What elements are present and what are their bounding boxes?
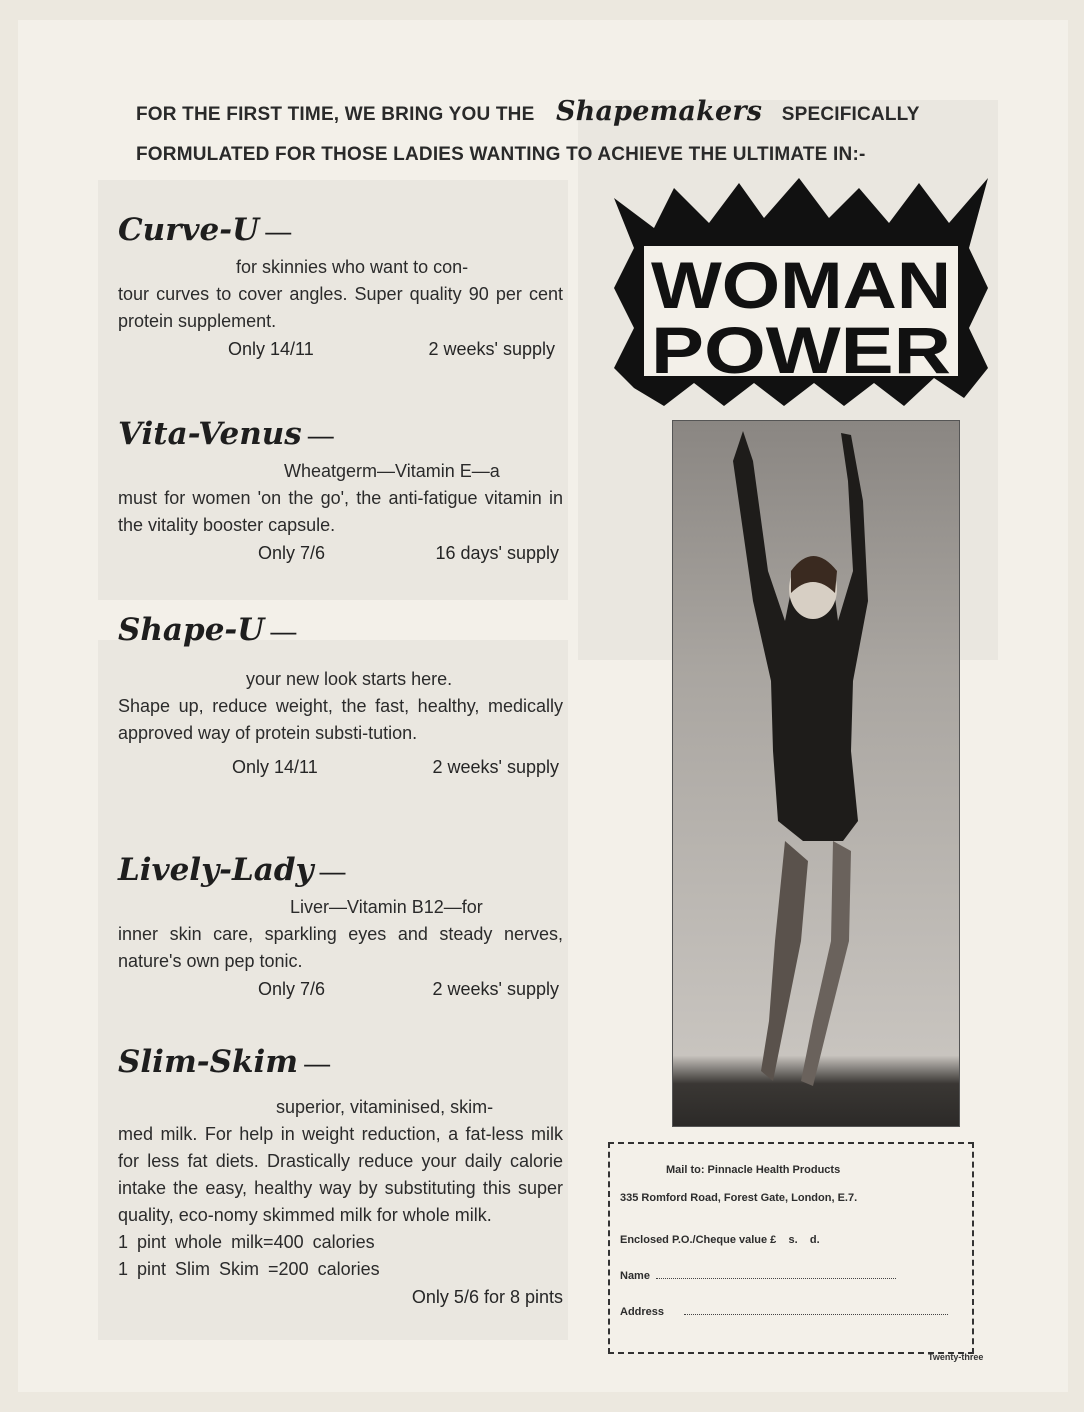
supply: 2 weeks' supply — [432, 979, 559, 999]
product-name: Vita-Venus — — [118, 416, 334, 452]
price: Only 14/11 — [232, 757, 318, 777]
supply: 2 weeks' supply — [428, 339, 555, 359]
price-row — [118, 979, 563, 1006]
name-label: Name — [620, 1270, 650, 1282]
dancer-photo — [672, 420, 960, 1127]
product-description: Wheatgerm—Vitamin E—a must for women 'on the go', the anti-fatigue vitamin in the vitality booster capsule. — [118, 461, 563, 535]
product-description: your new look starts here. Shape up, reduce weight, the fast, healthy, medically approved way of protein substi-tution. — [118, 669, 563, 743]
headline-text: FOR THE FIRST TIME, WE BRING YOU THE — [136, 104, 535, 125]
price-row — [118, 543, 563, 570]
price-row — [118, 339, 563, 366]
order-coupon[interactable] — [608, 1142, 974, 1354]
headline-line-2: FORMULATED FOR THOSE LADIES WANTING TO ACHIEVE THE ULTIMATE IN:- — [136, 144, 866, 165]
calorie-line: 1 pint whole milk=400 calories — [118, 1232, 375, 1252]
woman-power-banner — [614, 178, 988, 406]
price: Only 14/11 — [228, 339, 314, 359]
price: Only 7/6 — [258, 979, 326, 999]
price: Only 5/6 for 8 pints — [411, 1287, 563, 1307]
product-vita-venus — [118, 416, 563, 570]
product-name: Slim-Skim — — [118, 1044, 331, 1080]
coupon-address-field[interactable] — [620, 1306, 948, 1318]
product-shape-u — [118, 612, 563, 784]
calorie-line: 1 pint Slim Skim =200 calories — [118, 1259, 380, 1279]
headline-text-end: SPECIFICALLY — [781, 104, 920, 125]
name-dotted-line — [656, 1270, 896, 1279]
product-slim-skim — [118, 1044, 563, 1314]
coupon-address-line: 335 Romford Road, Forest Gate, London, E.7. — [620, 1192, 858, 1204]
product-description: for skinnies who want to con- tour curves to cover angles. Super quality 90 per cent protein supplement. — [118, 257, 563, 331]
product-name: Shape-U — — [118, 612, 297, 648]
headline-line-1 — [136, 96, 920, 127]
coupon-mail-to: Mail to: Pinnacle Health Products — [666, 1164, 841, 1176]
product-lively-lady — [118, 852, 563, 1006]
product-name: Curve-U — — [118, 212, 292, 248]
supply: 2 weeks' supply — [432, 757, 559, 777]
price: Only 7/6 — [258, 543, 326, 563]
product-description: Liver—Vitamin B12—for inner skin care, sparkling eyes and steady nerves, nature's own pep tonic. — [118, 897, 563, 971]
address-dotted-line — [684, 1306, 948, 1315]
coupon-enclosed-field[interactable]: Enclosed P.O./Cheque value £ s. d. — [620, 1234, 820, 1246]
banner-word-power: POWER — [651, 313, 951, 387]
brand-logo: Shapemakers — [555, 96, 763, 127]
product-name: Lively-Lady — — [118, 852, 346, 888]
page-number: Twenty-three — [928, 1352, 984, 1362]
price-row — [118, 757, 563, 784]
banner-word-woman: WOMAN — [651, 248, 951, 322]
price-row — [118, 1287, 563, 1314]
dancer-silhouette — [673, 421, 959, 1126]
coupon-name-field[interactable] — [620, 1270, 896, 1282]
address-label: Address — [620, 1306, 665, 1318]
supply: 16 days' supply — [435, 543, 559, 563]
product-curve-u — [118, 212, 563, 366]
product-description: superior, vitaminised, skim- med milk. For help in weight reduction, a fat-less milk for less fat diets. Drastically reduce your daily calorie intake the easy, healthy way by substituting this super quality, eco-nomy skimmed milk for whole milk. — [118, 1097, 563, 1225]
